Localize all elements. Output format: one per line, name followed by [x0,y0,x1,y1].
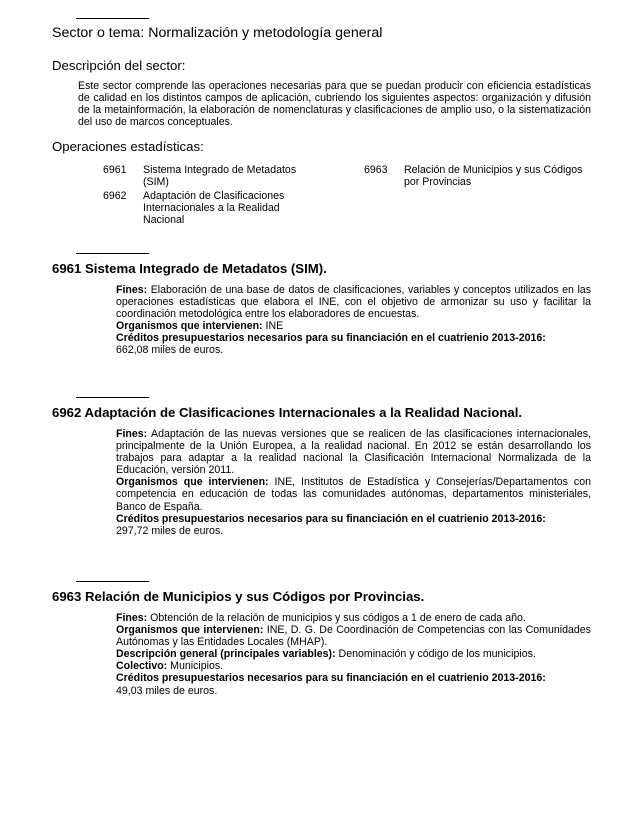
operation-name: Relación de Municipios y sus Códigos por Provincias [404,164,583,189]
fines-label: Fines: [116,612,148,624]
fines-label: Fines: [116,284,148,296]
operation-details-6963 [116,612,591,697]
creditos-label: Créditos presupuestarios necesarios para su financiación en el cuatrienio 2013-2016: [116,672,546,685]
operation-code: 6963 [364,164,388,176]
operations-heading: Operaciones estadísticas: [52,139,204,154]
section-rule [76,581,149,582]
operation-list-item [103,164,321,189]
organismos-label: Organismos que intervienen: [116,476,269,489]
descripcion-text: Denominación y código de los municipios. [335,648,536,661]
section-rule [76,253,149,254]
operation-title-6962: 6962 Adaptación de Clasificaciones Internacionales a la Realidad Nacional. [52,405,523,420]
sector-description-heading: Descripción del sector: [52,58,186,73]
creditos-value: 297,72 miles de euros. [116,524,224,537]
fines-text: Adaptación de las nuevas versiones que se realicen de las clasificaciones internacionales, principalmente de la Unión Europea, a la realidad nacional. En 2012 se están desarrollando los trabajos para adaptar a la realidad nacional la Clasificación Internacional Normalizada de la Educación, versión 2011. [116,428,591,477]
operation-list-item [103,190,321,227]
organismos-label: Organismos que intervienen: [116,320,263,333]
creditos-label: Créditos presupuestarios necesarios para su financiación en el cuatrienio 2013-2016: [116,512,546,525]
creditos-label: Créditos presupuestarios necesarios para su financiación en el cuatrienio 2013-2016: [116,332,546,345]
operation-details-6962 [116,428,591,537]
organismos-text: INE, D. G. De Coordinación de Competencias con las Comunidades Autónomas y las Entidades Locales (MHAP). [116,624,591,649]
section-rule [76,397,149,398]
fines-label: Fines: [116,428,148,440]
operation-name: Sistema Integrado de Metadatos (SIM) [143,164,297,189]
sector-title: Sector o tema: Normalización y metodología general [52,25,383,41]
organismos-text: INE, Institutos de Estadística y Consejerías/Departamentos con competencia en educación de todas las comunidades autónomas, departamentos ministeriales, Banco de España. [116,476,591,513]
operation-details-6961 [116,284,591,357]
header-rule [76,18,149,19]
operation-list-item [364,164,584,189]
operation-name: Adaptación de Clasificaciones Internacionales a la Realidad Nacional [143,189,285,227]
sector-description-text: Este sector comprende las operaciones necesarias para que se puedan producir con eficiencia estadísticas de calidad en los distintos campos de aplicación, cubriendo los siguientes aspectos: organización y difusión de la metainformación, la elaboración de nomenclaturas y clasificaciones de amplio uso, o la sistematización del uso de marcos conceptuales. [78,80,591,129]
creditos-value: 662,08 miles de euros. [116,344,224,357]
operation-title-6963: 6963 Relación de Municipios y sus Códigos por Provincias. [52,589,425,604]
operation-code: 6961 [103,164,127,176]
organismos-text: INE [262,320,284,333]
operation-title-6961: 6961 Sistema Integrado de Metadatos (SIM). [52,261,327,276]
colectivo-label: Colectivo: [116,660,168,673]
operations-list-right [364,164,584,190]
colectivo-text: Municipios. [167,660,224,673]
fines-text: Obtención de la relación de municipios y sus códigos a 1 de enero de cada año. [147,612,526,624]
creditos-value: 49,03 miles de euros. [116,684,218,697]
descripcion-label: Descripción general (principales variables): [116,648,336,661]
organismos-label: Organismos que intervienen: [116,624,264,637]
operations-list-left [103,164,321,227]
fines-text: Elaboración de una base de datos de clasificaciones, variables y conceptos utilizados en las operaciones estadísticas que elabora el INE, con el objetivo de armonizar su uso y facilitar la coordinación metodológica entre los elaboradores de encuestas. [116,284,591,321]
operation-code: 6962 [103,189,127,202]
